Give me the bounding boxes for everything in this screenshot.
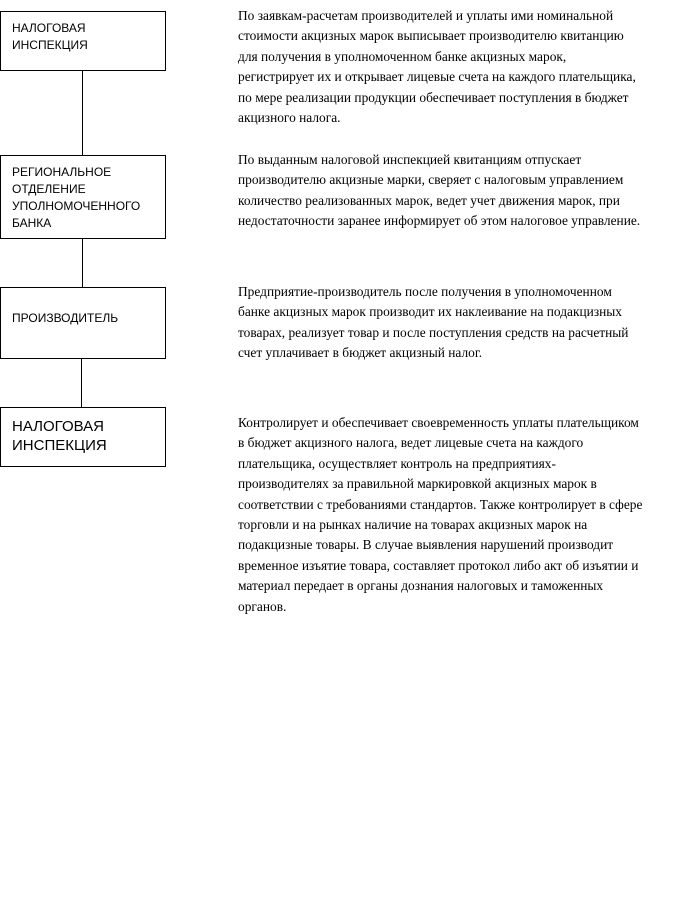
box-tax-inspection-1 <box>0 11 166 71</box>
box-label: ПРОИЗВОДИТЕЛЬ <box>12 311 119 325</box>
description-regional-bank: По выданным налоговой инспекцией квитанциям отпускает производителю акцизные марки, сверяет с налоговым управлением количество реализованных марок, ведет учет движения марок, при недостаточности заранее информирует об этом налоговое управление. <box>238 152 641 229</box>
connector-line-3 <box>81 359 82 407</box>
connector-line-1 <box>82 71 83 155</box>
box-label: РЕГИОНАЛЬНОЕ ОТДЕЛЕНИЕ УПОЛНОМОЧЕННОГО БАНКА <box>12 165 141 230</box>
description-tax-inspection-2: Контролирует и обеспечивает своевременность уплаты плательщиком в бюджет акцизного налога, ведет лицевые счета на каждого плательщика, осуществляет контроль на предприятиях-производителях за правильной маркировкой акцизных марок в соответствии с требованиями стандартов. Также контролирует в сфере торговли и на рынках наличие на товарах акцизных марок на подакцизные товары. В случае выявления нарушений производит временное изъятие товара, составляет протокол либо акт об изъятии и материал передает в органы дознания налоговых и таможенных органов. <box>238 415 643 614</box>
box-tax-inspection-2 <box>0 407 166 467</box>
box-label: НАЛОГОВАЯ ИНСПЕКЦИЯ <box>12 21 88 52</box>
description-producer: Предприятие-производитель после получения в уполномоченном банке акцизных марок производит их наклеивание на подакцизных товарах, реализует товар и после поступления средств на расчетный счет уплачивает в бюджет акцизный налог. <box>238 284 629 361</box>
connector-line-2 <box>82 239 83 287</box>
box-regional-bank <box>0 155 166 239</box>
box-label: НАЛОГОВАЯ ИНСПЕКЦИЯ <box>12 418 107 454</box>
description-tax-inspection-1: По заявкам-расчетам производителей и уплаты ими номинальной стоимости акцизных марок выписывает производителю квитанцию для получения в уполномоченном банке акцизных марок, регистрирует их и открывает лицевые счета на каждого плательщика, по мере реализации продукции обеспечивает поступления в бюджет акцизного налога. <box>238 8 636 126</box>
box-producer <box>0 287 166 359</box>
